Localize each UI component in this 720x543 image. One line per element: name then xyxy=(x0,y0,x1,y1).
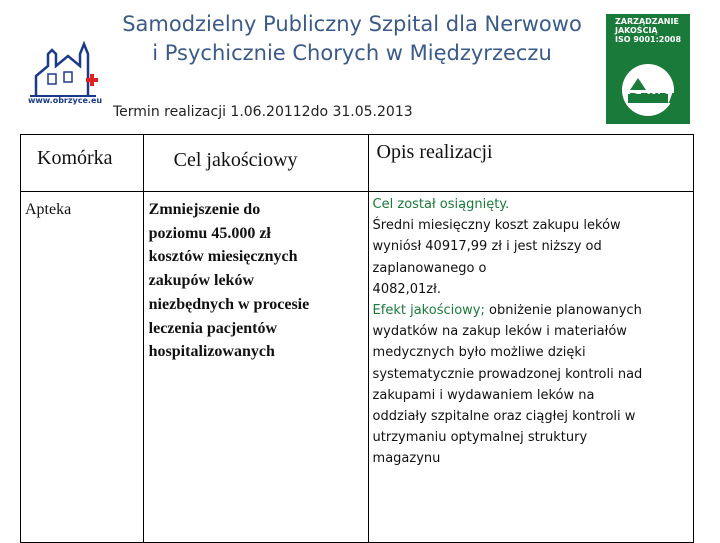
header-komorka: Komórka xyxy=(21,135,144,192)
dekra-brand: DEKRA xyxy=(629,92,679,107)
realization-term: Termin realizacji 1.06.20112do 31.05.2013 xyxy=(113,104,413,120)
cell-komorka: Apteka xyxy=(21,192,144,543)
cert-line-1: ZARZĄDZANIE xyxy=(615,17,679,26)
cel-text: Zmniejszenie do poziomu 45.000 zł kosztów miesięcznych zakupów leków niezbędnych w procesie leczenia pacjentów hospitalizowanych xyxy=(148,201,310,361)
page-title xyxy=(92,10,612,68)
table-row xyxy=(21,192,694,543)
table-header-row xyxy=(21,135,694,192)
title-line-2: i Psychicznie Chorych w Międzyrzeczu xyxy=(152,41,552,65)
header-opis: Opis realizacji xyxy=(368,135,693,192)
cert-line-3: ISO 9001:2008 xyxy=(615,35,682,44)
title-line-1: Samodzielny Publiczny Szpital dla Nerwowo xyxy=(122,12,582,36)
logo-url: www.obrzyce.eu xyxy=(28,96,103,105)
opis-effect-line: Efekt jakościowy; obniżenie planowanych xyxy=(372,303,642,319)
cert-line-2: JAKOŚCIĄ xyxy=(615,26,658,35)
opis-text: Cel został osiągnięty. Średni miesięczny koszt zakupu leków wyniósł 40917,99 zł i jest niższy od zaplanowanego o 4082,01zł. Efekt jakościowy; obniżenie planowanych wydatków na zakup leków i materiałów medycznych było możliwe dzięki systematycznie prowadzonej kontroli nad zakupami i wydawaniem leków na oddziały szpitalne oraz ciągłej kontroli w utrzymaniu optymalnej struktury magazynu xyxy=(369,192,693,470)
header-cel: Cel jakościowy xyxy=(143,135,368,192)
quality-objectives-table xyxy=(20,134,694,543)
cell-cel xyxy=(143,192,368,543)
cell-opis xyxy=(368,192,693,543)
